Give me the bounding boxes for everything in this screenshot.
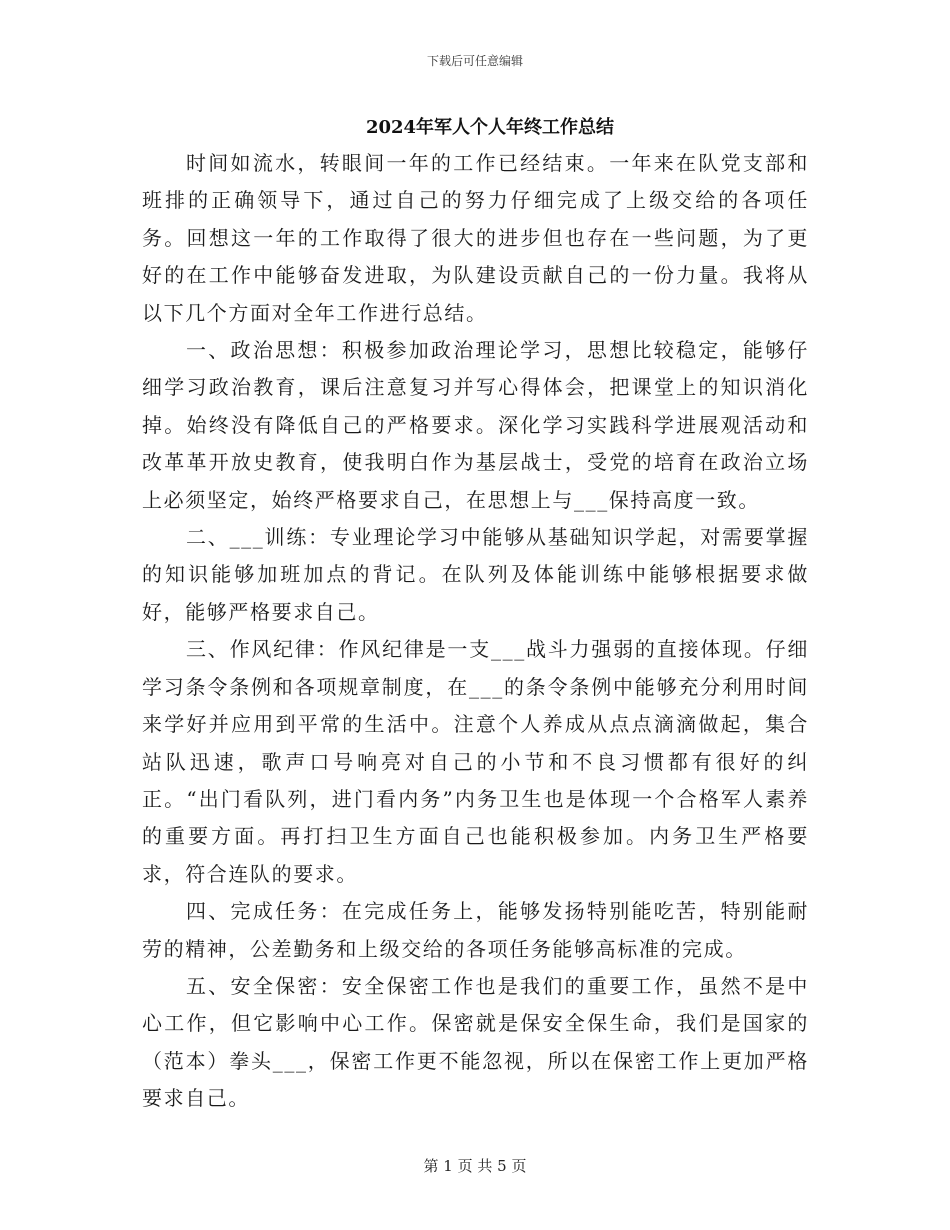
document-title: 2024年军人个人年终工作总结	[365, 117, 615, 138]
paragraph-political-thought: 一、政治思想：积极参加政治理论学习，思想比较稳定，能够仔细学习政治教育，课后注意复习并写心得体会，把课堂上的知识消化掉。始终没有降低自己的严格要求。深化学习实践科学进展观活动和改革革开放史教育，使我明白作为基层战士，受党的培育在政治立场上必须坚定，始终严格要求自己，在思想上与___保持高度一致。	[142, 338, 809, 512]
document-body	[142, 145, 809, 1118]
paragraph-training: 二、___训练：专业理论学习中能够从基础知识学起，对需要掌握的知识能够加班加点的背记。在队列及体能训练中能够根据要求做好，能够严格要求自己。	[142, 525, 809, 624]
page-number: 第 1 页 共 5 页	[423, 1157, 527, 1175]
download-note: 下载后可任意编辑	[426, 54, 523, 68]
paragraph-discipline: 三、作风纪律：作风纪律是一支___战斗力强弱的直接体现。仔细学习条令条例和各项规章制度，在___的条令条例中能够充分利用时间来学好并应用到平常的生活中。注意个人养成从点点滴滴做起，集合站队迅速，歌声口号响亮对自己的小节和不良习惯都有很好的纠正。“出门看队列，进门看内务”内务卫生也是体现一个合格军人素养的重要方面。再打扫卫生方面自己也能积极参加。内务卫生严格要求，符合连队的要求。	[142, 637, 809, 886]
paragraph-tasks: 四、完成任务：在完成任务上，能够发扬特别能吃苦，特别能耐劳的精神，公差勤务和上级交给的各项任务能够高标准的完成。	[142, 899, 809, 961]
paragraph-intro: 时间如流水，转眼间一年的工作已经结束。一年来在队党支部和班排的正确领导下，通过自己的努力仔细完成了上级交给的各项任务。回想这一年的工作取得了很大的进步但也存在一些问题，为了更好的在工作中能够奋发进取，为队建设贡献自己的一份力量。我将从以下几个方面对全年工作进行总结。	[142, 151, 809, 325]
paragraph-security: 五、安全保密：安全保密工作也是我们的重要工作，虽然不是中心工作，但它影响中心工作。保密就是保安全保生命，我们是国家的（范本）拳头___，保密工作更不能忽视，所以在保密工作上更加严格要求自己。	[142, 973, 809, 1111]
